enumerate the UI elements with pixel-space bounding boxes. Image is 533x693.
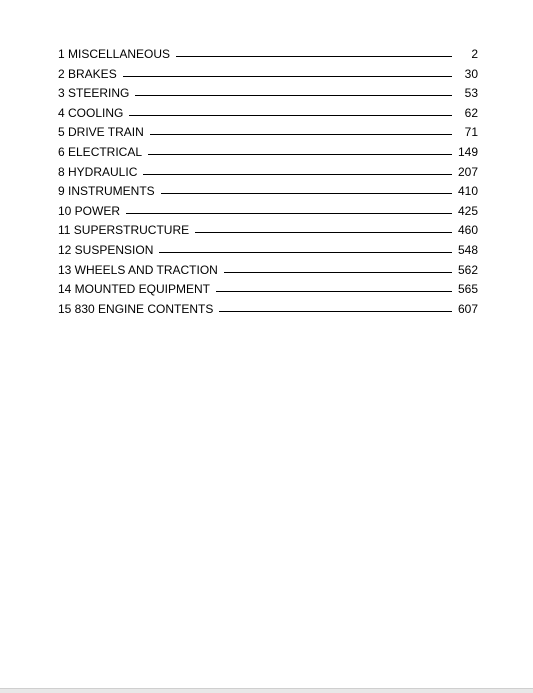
toc-entry-title: 13 WHEELS AND TRACTION [58,262,218,277]
toc-entry-title: 4 COOLING [58,105,124,120]
toc-leader-line [123,76,452,77]
toc-leader-line [135,95,452,96]
toc-entry-page: 53 [464,86,478,101]
toc-entry-title: 11 SUPERSTRUCTURE [58,223,190,238]
toc-entry[interactable] [58,183,478,203]
toc-entry-page: 62 [464,105,478,120]
toc-entry-page: 149 [457,144,478,159]
toc-entry[interactable] [58,85,478,105]
toc-leader-line [148,154,452,155]
toc-leader-line [161,193,452,194]
toc-leader-line [219,311,452,312]
toc-entry-title: 1 MISCELLANEOUS [58,47,171,61]
toc-leader-line [129,115,452,116]
toc-leader-line [159,252,452,253]
toc-leader-line [195,232,452,233]
toc-leader-line [216,291,452,292]
toc-entry-title: 12 SUSPENSION [58,242,154,257]
toc-leader-line [224,272,452,273]
toc-entry-page: 562 [457,262,478,277]
toc-entry-title: 9 INSTRUMENTS [58,184,155,199]
toc-entry[interactable] [58,144,478,164]
toc-entry[interactable] [58,242,478,262]
toc-entry-page: 548 [457,242,478,257]
table-of-contents [58,46,478,320]
toc-entry-title: 3 STEERING [58,86,130,101]
toc-leader-line [126,213,452,214]
toc-entry-title: 10 POWER [58,203,121,218]
toc-entry-title: 5 DRIVE TRAIN [58,125,144,140]
toc-leader-line [176,56,452,57]
toc-entry[interactable] [58,164,478,184]
toc-entry[interactable] [58,281,478,301]
toc-entry-title: 6 ELECTRICAL [58,144,143,159]
toc-entry-page: 207 [457,164,478,179]
toc-entry[interactable] [58,203,478,223]
toc-entry-page: 565 [457,282,478,297]
toc-entry-title: 8 HYDRAULIC [58,164,138,179]
toc-entry-page: 30 [464,66,478,81]
page-bottom-edge [0,688,533,693]
toc-entry-title: 15 830 ENGINE CONTENTS [58,301,214,316]
toc-entry-page: 425 [457,203,478,218]
toc-entry[interactable] [58,222,478,242]
toc-entry[interactable] [58,124,478,144]
toc-entry[interactable] [58,105,478,125]
toc-leader-line [143,174,452,175]
toc-leader-line [150,134,452,135]
toc-entry[interactable] [58,66,478,86]
toc-entry-page: 410 [457,184,478,199]
toc-entry[interactable] [58,262,478,282]
toc-entry-title: 2 BRAKES [58,66,117,81]
toc-entry[interactable] [58,46,478,66]
toc-entry-page: 2 [471,47,478,61]
toc-entry[interactable] [58,301,478,321]
toc-entry-page: 460 [457,223,478,238]
toc-entry-title: 14 MOUNTED EQUIPMENT [58,282,211,297]
toc-entry-page: 607 [457,301,478,316]
toc-entry-page: 71 [464,125,478,140]
